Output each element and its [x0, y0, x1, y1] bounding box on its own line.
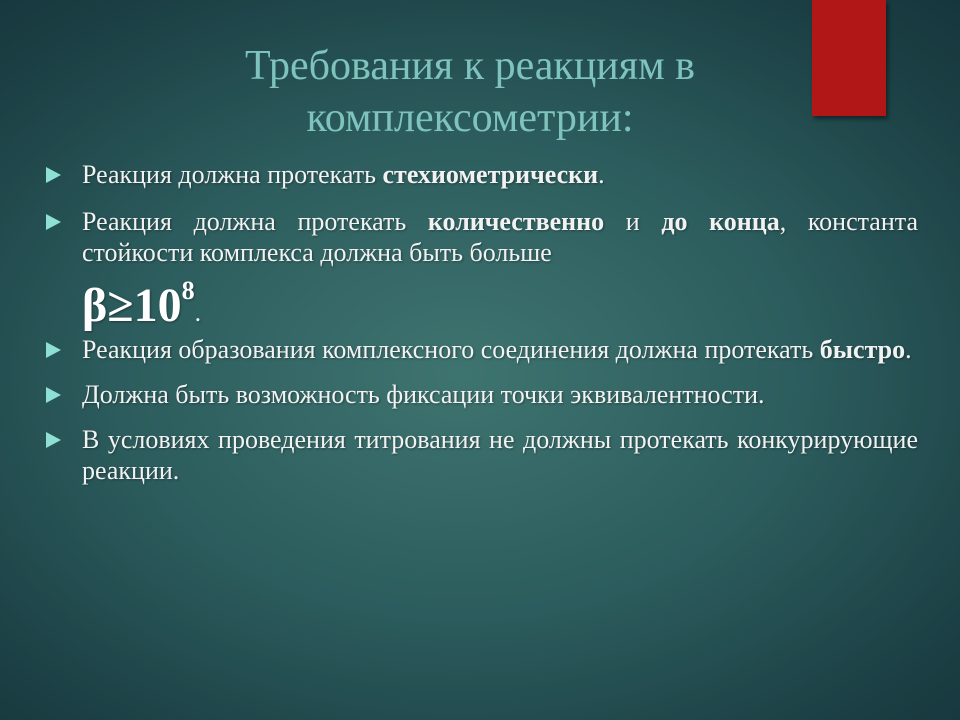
- bullet-1-bold: стехиометрически: [382, 160, 599, 189]
- bullet-1-text: Реакция должна протекать: [82, 160, 383, 189]
- bullet-5-text: В условиях проведения титрования не должны протекать конкурирующие реакции.: [82, 425, 918, 485]
- bullet-3-end: .: [905, 335, 912, 364]
- bullet-2-text-1: Реакция должна протекать: [82, 207, 428, 236]
- bullet-1-end: .: [598, 160, 605, 189]
- triangle-bullet-icon: [46, 167, 61, 183]
- bullet-3-text: Реакция образования комплексного соединения должна протекать: [82, 335, 820, 364]
- formula-exponent: 8: [181, 276, 195, 305]
- bullet-item-1: [44, 159, 918, 190]
- triangle-bullet-icon: [46, 387, 61, 403]
- bullet-item-4: [44, 379, 918, 410]
- bullet-list: [44, 159, 918, 486]
- bullet-2-text-2: и: [604, 207, 662, 236]
- bullet-item-2: [44, 206, 918, 332]
- bullet-3-bold: быстро: [819, 335, 906, 364]
- bullet-4-text: Должна быть возможность фиксации точки эквивалентности.: [82, 380, 765, 409]
- triangle-bullet-icon: [46, 432, 61, 448]
- triangle-bullet-icon: [46, 214, 61, 230]
- bullet-2-text-3: , константа стойкости комплекса должна быть больше: [82, 207, 918, 267]
- bullet-2-bold-2: до конца: [661, 207, 780, 236]
- bullet-item-5: [44, 424, 918, 486]
- title-line-1: Требования к реакциям в: [244, 43, 696, 89]
- slide-title: [150, 40, 790, 144]
- bullet-item-3: [44, 334, 918, 365]
- accent-tab: [812, 0, 886, 116]
- formula-base: β≥10: [82, 279, 182, 332]
- title-line-2: комплексометрии:: [306, 95, 634, 141]
- bullet-2-bold-1: количественно: [427, 207, 605, 236]
- stability-constant-formula: [82, 262, 918, 332]
- triangle-bullet-icon: [46, 342, 61, 358]
- formula-period: .: [194, 298, 202, 327]
